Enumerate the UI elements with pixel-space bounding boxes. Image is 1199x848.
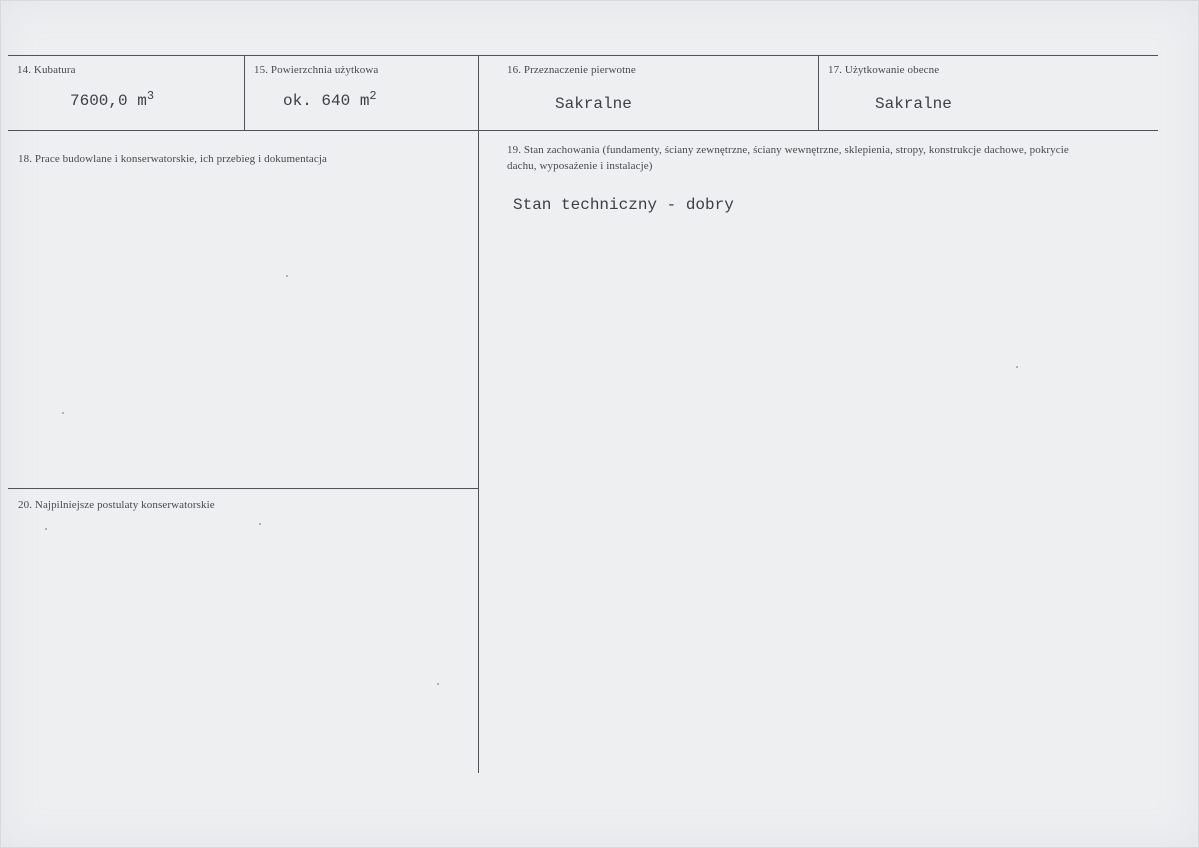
postulaty-label: 20. Najpilniejsze postulaty konserwatorskie xyxy=(18,499,215,511)
przeznaczenie-value: Sakralne xyxy=(555,95,632,113)
uzytkowanie-value: Sakralne xyxy=(875,95,952,113)
paper-speck xyxy=(259,523,261,525)
paper-speck xyxy=(437,683,439,685)
powierzchnia-value-text: ok. 640 m xyxy=(283,92,370,110)
main-column-divider xyxy=(478,130,479,773)
paper-speck xyxy=(286,275,288,277)
stan-value: Stan techniczny - dobry xyxy=(513,196,734,214)
powierzchnia-label: 15. Powierzchnia użytkowa xyxy=(254,64,379,76)
powierzchnia-value-exponent: 2 xyxy=(369,89,377,103)
divider-14-15 xyxy=(244,55,245,131)
powierzchnia-value xyxy=(283,89,377,110)
kubatura-value-text: 7600,0 m xyxy=(70,92,147,110)
divider-15-16 xyxy=(478,55,479,131)
paper-speck xyxy=(62,412,64,414)
kubatura-value-exponent: 3 xyxy=(146,89,155,103)
przeznaczenie-label: 16. Przeznaczenie pierwotne xyxy=(507,64,636,76)
uzytkowanie-label: 17. Użytkowanie obecne xyxy=(828,64,940,76)
top-row-top-rule xyxy=(8,55,1158,56)
kubatura-value xyxy=(70,89,155,110)
paper-speck xyxy=(1016,366,1018,368)
top-row-bottom-rule xyxy=(8,130,1158,131)
paper-speck xyxy=(45,528,47,530)
prace-label: 18. Prace budowlane i konserwatorskie, ich przebieg i dokumentacja xyxy=(18,153,327,165)
kubatura-label: 14. Kubatura xyxy=(17,64,76,76)
divider-16-17 xyxy=(818,55,819,131)
section-18-20-rule xyxy=(8,488,478,489)
stan-label: 19. Stan zachowania (fundamenty, ściany zewnętrzne, ściany wewnętrzne, sklepienia, stropy, konstrukcje dachowe, pokrycie dachu, wyposażenie i instalacje) xyxy=(507,144,1069,172)
